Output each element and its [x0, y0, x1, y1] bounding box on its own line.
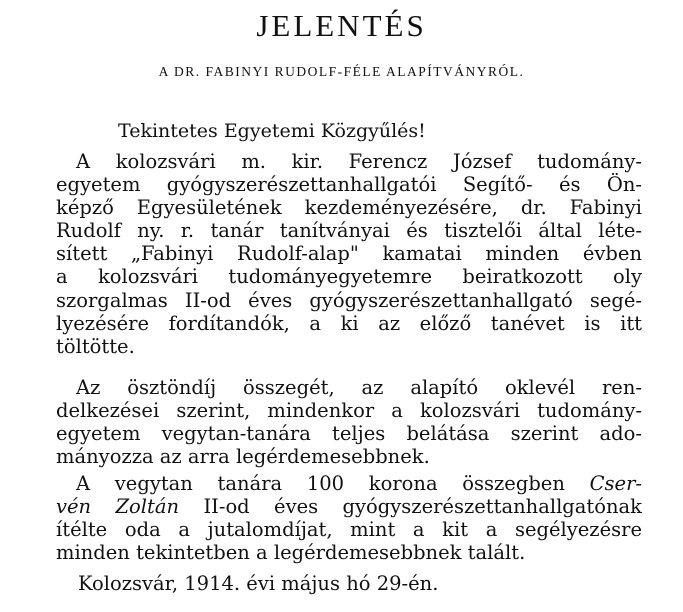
salutation: Tekintetes Egyetemi Közgyűlés!	[118, 120, 426, 142]
text-line: képző Egyesületének kezdeményezésére, dr. Fabinyi	[56, 196, 642, 220]
document-subtitle: A DR. FABINYI RUDOLF-FÉLE ALAPÍTVÁNYRÓL.	[158, 64, 525, 79]
text-line	[56, 472, 642, 495]
text-line: sített „Fabinyi Rudolf-alap" kamatai minden évben	[56, 242, 642, 266]
text-line: minden tekintetben a legérdemesebbnek talált.	[56, 541, 526, 565]
text-line: A kolozsvári m. kir. Ferencz József tudomány-	[76, 150, 642, 173]
paragraph-1	[56, 150, 642, 358]
text-line: mányozza az arra legérdemesebbnek.	[56, 445, 430, 469]
text-line: szorgalmas II-od éves gyógyszerészettanhallgató segé-	[56, 288, 642, 312]
document-title: JELENTÉS	[256, 8, 427, 43]
text-line: töltötte.	[56, 334, 135, 358]
text-line: ítélte oda a jutalomdíjat, mint a kit a segélyezésre	[56, 518, 642, 542]
text-line: lyezésére fordítandók, a ki az előző tanévet is itt	[56, 311, 642, 335]
text-line: Rudolf ny. r. tanár tanítványai és tisztelői által léte-	[56, 219, 642, 243]
paragraph-2	[56, 376, 642, 468]
recipient-name: vén Zoltán	[56, 495, 180, 519]
text-segment: A vegytan tanára 100 korona összegben	[76, 472, 565, 495]
text-line: a kolozsvári tudományegyetemre beiratkozott oly	[56, 265, 642, 289]
text-line: egyetem vegytan-tanára teljes belátása szerint ado-	[56, 422, 642, 446]
text-line: Az ösztöndíj összegét, az alapító oklevél ren-	[76, 376, 642, 399]
text-segment: II-od éves gyógyszerészettanhallgatónak	[179, 495, 642, 519]
recipient-name: Cser-	[589, 472, 642, 495]
text-line: egyetem gyógyszerészettanhallgatói Segítő- és Ön-	[56, 173, 642, 197]
closing-date-line: Kolozsvár, 1914. évi május hó 29-én.	[78, 572, 439, 595]
paragraph-3	[56, 472, 642, 564]
text-line: delkezései szerint, mindenkor a kolozsvári tudomány-	[56, 399, 642, 423]
text-line	[56, 495, 642, 518]
